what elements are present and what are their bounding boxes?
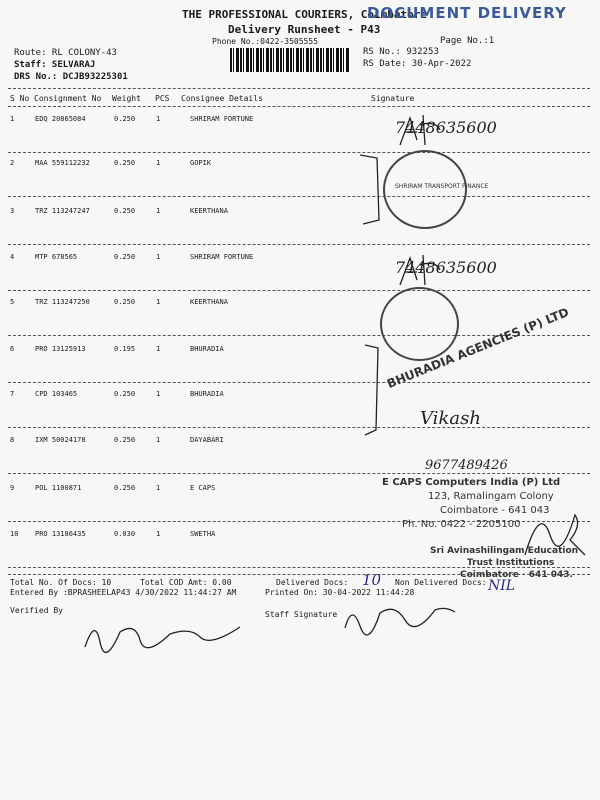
printed-on: Printed On: 30-04-2022 11:44:28 [265, 588, 415, 597]
row-divider [8, 290, 590, 291]
row-divider [8, 427, 590, 428]
row-pcs: 1 [156, 484, 161, 492]
row-pcs: 1 [156, 253, 161, 261]
row-pcs: 1 [156, 436, 161, 444]
row-weight: 0.250 [114, 298, 136, 306]
row-weight: 0.250 [114, 390, 136, 398]
row-pcs: 1 [156, 115, 161, 123]
row-divider [8, 152, 590, 153]
row-divider [8, 244, 590, 245]
ecaps-stamp-line-1: E CAPS Computers India (P) Ltd [382, 477, 561, 488]
row-divider [8, 382, 590, 383]
row-pcs: 1 [156, 298, 161, 306]
handwritten-phone-1: 7448635600 [395, 118, 497, 137]
drs-number: DRS No.: DCJB93225301 [14, 72, 128, 82]
row-consignee: SWETHA [190, 530, 216, 538]
row-weight: 0.250 [114, 484, 136, 492]
non-delivered-value: NIL [488, 578, 516, 594]
row-weight: 0.250 [114, 207, 136, 215]
row-consignment: POL 1100871 [35, 484, 82, 492]
row-consignment: MTP 678565 [35, 253, 78, 261]
page-number: Page No.:1 [440, 36, 495, 46]
row-consignee: GOPIK [190, 159, 212, 167]
row-consignee: BHURADIA [190, 390, 224, 398]
barcode [230, 48, 350, 72]
row-weight: 0.250 [114, 436, 136, 444]
avinashilingam-stamp-line-1: Sri Avinashilingam Education [430, 546, 579, 556]
col-signature: Signature [371, 94, 415, 103]
delivered-docs-value: 10 [362, 571, 382, 589]
signature-row-1 [395, 110, 445, 150]
ecaps-stamp-line-4: Ph. No. 0422 - 2205100 [402, 519, 521, 530]
rs-date: RS Date: 30-Apr-2022 [363, 59, 472, 69]
company-name: THE PROFESSIONAL COURIERS, Coimbatore [182, 8, 428, 21]
row-weight: 0.195 [114, 345, 136, 353]
document-delivery-stamp: DOCUMENT DELIVERY [367, 4, 567, 22]
rs-number: RS No.: 932253 [363, 47, 439, 57]
row-divider [8, 473, 590, 474]
row-consignment: MAA 559112232 [35, 159, 90, 167]
col-consignment: Consignment No [34, 94, 102, 103]
avinashilingam-stamp-line-2: Trust Institutions [467, 558, 555, 568]
row-sno: 4 [10, 253, 15, 261]
divider [8, 88, 590, 89]
route: Route: RL COLONY-43 [14, 48, 117, 58]
row-pcs: 1 [156, 207, 161, 215]
row-consignment: CPD 103465 [35, 390, 78, 398]
ecaps-stamp-line-3: Coimbatore - 641 043 [440, 505, 550, 516]
row-sno: 3 [10, 207, 15, 215]
bracket-row-6 [360, 340, 390, 440]
avinashilingam-stamp-line-3: Coimbatore - 641 043. [460, 570, 573, 580]
row-pcs: 1 [156, 159, 161, 167]
row-weight: 0.250 [114, 115, 136, 123]
col-weight: Weight [112, 94, 141, 103]
row-sno: 1 [10, 115, 15, 123]
phone-number: Phone No.:0422-3505555 [212, 37, 318, 46]
staff-signature [340, 598, 460, 638]
divider [8, 106, 590, 107]
row-sno: 2 [10, 159, 15, 167]
row-consignment: PRO 13186435 [35, 530, 86, 538]
row-sno: 5 [10, 298, 15, 306]
divider [8, 574, 590, 575]
row-weight: 0.250 [114, 253, 136, 261]
signature-row-9 [520, 495, 590, 565]
row-consignee: E CAPS [190, 484, 216, 492]
row-consignment: IXM 50024178 [35, 436, 86, 444]
row-pcs: 1 [156, 390, 161, 398]
handwritten-phone-3: 9677489426 [425, 458, 508, 473]
row-consignee: KEERTHANA [190, 298, 228, 306]
staff-signature-label: Staff Signature [265, 610, 338, 619]
entered-by: Entered By :BPRASHEELAP43 4/30/2022 11:44:27 AM [10, 588, 237, 597]
row-consignee: SHRIRAM FORTUNE [190, 253, 254, 261]
row-consignee: BHURADIA [190, 345, 224, 353]
bhuradia-stamp: BHURADIA AGENCIES (P) LTD [385, 305, 571, 391]
col-pcs: PCS [155, 94, 170, 103]
verified-by: Verified By [10, 606, 63, 615]
col-consignee: Consignee Details [181, 94, 263, 103]
row-consignment: TRZ 113247247 [35, 207, 90, 215]
row-sno: 7 [10, 390, 15, 398]
row-pcs: 1 [156, 345, 161, 353]
seal-text-1: SHRIRAM TRANSPORT FINANCE [395, 183, 489, 190]
total-docs: Total No. Of Docs: 10 [10, 578, 112, 587]
row-weight: 0.250 [114, 159, 136, 167]
delivered-docs-label: Delivered Docs: [276, 578, 349, 587]
signature-row-4 [395, 250, 445, 290]
row-sno: 8 [10, 436, 15, 444]
row-pcs: 1 [156, 530, 161, 538]
shriram-seal-2 [380, 287, 459, 361]
bracket-row-2 [355, 150, 385, 230]
row-sno: 9 [10, 484, 15, 492]
row-consignee: SHRIRAM FORTUNE [190, 115, 254, 123]
handwritten-phone-2: 7448635600 [395, 258, 497, 277]
staff: Staff: SELVARAJ [14, 60, 96, 70]
row-consignment: PRO 13125913 [35, 345, 86, 353]
row-consignee: DAYABARI [190, 436, 224, 444]
row-weight: 0.030 [114, 530, 136, 538]
col-sno: S No [10, 94, 30, 103]
runsheet-title: Delivery Runsheet - P43 [228, 23, 381, 36]
row-consignment: TRZ 113247250 [35, 298, 90, 306]
row-consignee: KEERTHANA [190, 207, 228, 215]
ecaps-stamp-line-2: 123, Ramalingam Colony [428, 491, 554, 502]
verifier-signature [80, 612, 260, 657]
non-delivered-label: Non Delivered Docs: [395, 578, 487, 587]
row-divider [8, 196, 590, 197]
row-sno: 10 [10, 530, 19, 538]
handwritten-name: Vikash [420, 408, 481, 429]
row-sno: 6 [10, 345, 15, 353]
total-cod: Total COD Amt: 0.00 [140, 578, 232, 587]
row-consignment: EDQ 20865084 [35, 115, 86, 123]
